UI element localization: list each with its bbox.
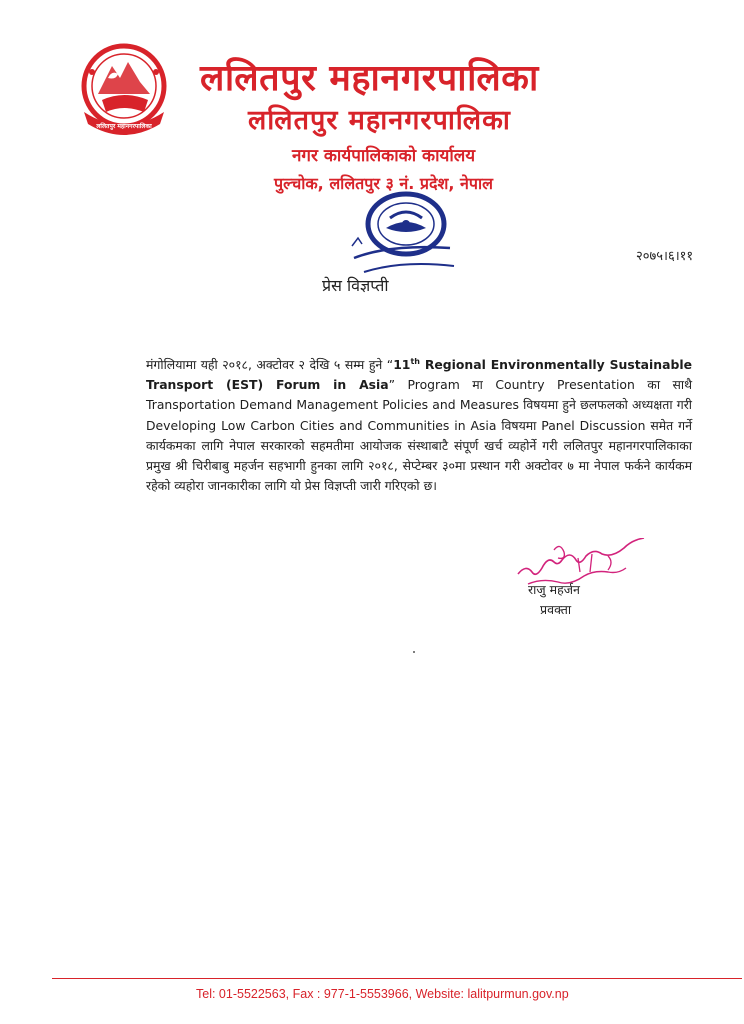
office-name: नगर कार्यपालिकाको कार्यालय <box>292 146 476 166</box>
municipality-title-newari: ललितपुर महानगरपालिका <box>248 105 511 136</box>
event-number-suffix: th <box>410 356 420 366</box>
municipality-emblem-logo <box>78 42 170 140</box>
signatory-title: प्रवक्ता <box>540 602 572 617</box>
body-text-part2: ” Program मा Country Presentation का साथै Transportation Demand Management Policies and Measures विषयमा हुने छलफलको अध्यक्षता गरी Developing Low Carbon Cities and Communities in Asia विषयमा Panel Discussion समेत गर्ने कार्यकमका लागि नेपाल सरकारको सहमतीमा आयोजक संस्थाबाटै संपूर्ण खर्च व्यहोर्ने गरी ललितपुर महानगरपालिकाका प्रमुख श्री चिरीबाबु महर्जन सहभागी हुनका लागि २०१८, सेप्टेम्बर ३०मा प्रस्थान गरी अक्टोवर ७ मा नेपाल फर्कने कार्यकम रहेको व्यहोरा जानकारीका लागि यो प्रेस विज्ञप्ती जारी गरिएको छ। <box>146 377 692 494</box>
event-number: 11 <box>393 357 411 372</box>
official-seal-stamp <box>350 186 462 278</box>
event-name: Regional Environmentally Sustainable Transport (EST) Forum in Asia <box>146 357 692 393</box>
document-date: २०७५।६।११ <box>636 249 694 264</box>
footer-divider <box>52 978 742 979</box>
municipality-title: ललितपुर महानगरपालिका <box>200 58 539 99</box>
stray-mark <box>413 651 415 653</box>
office-address: पुल्चोक, ललितपुर ३ नं. प्रदेश, नेपाल <box>274 174 493 193</box>
document-heading: प्रेस विज्ञप्ती <box>322 276 389 295</box>
signatory-name: राजु महर्जन <box>528 582 580 597</box>
body-text-part1: मंगोलियामा यही २०१८, अक्टोवर २ देखि ५ सम्म हुने “ <box>146 357 394 372</box>
footer-contact: Tel: 01-5522563, Fax : 977-1-5553966, Website: lalitpurmun.gov.np <box>196 987 569 1001</box>
press-release-body <box>146 355 692 496</box>
emblem-banner-text: ललितपुर महानगरपालिका <box>96 123 152 130</box>
